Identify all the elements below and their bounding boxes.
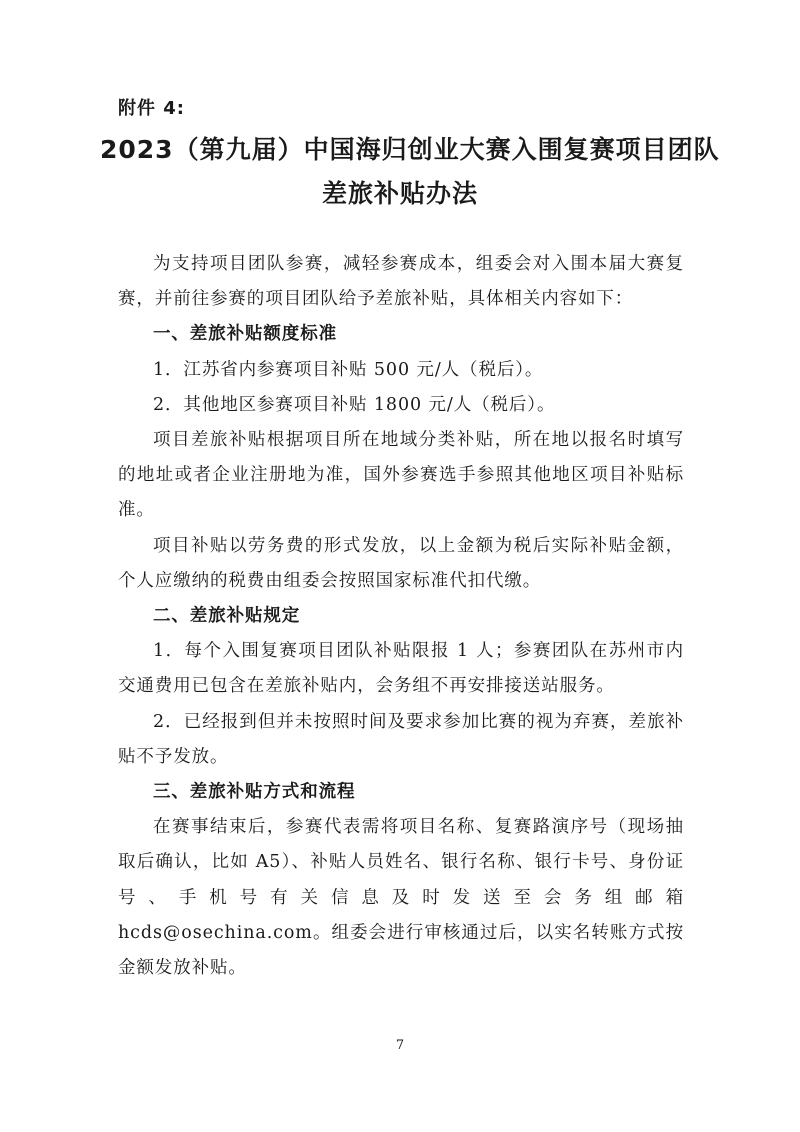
section-1-paragraph-1: 项目差旅补贴根据项目所在地域分类补贴，所在地以报名时填写的地址或者企业注册地为准，国外参赛选手参照其他地区项目补贴标准。	[118, 430, 684, 521]
document-title-line-2: 差旅补贴办法	[321, 179, 478, 208]
section-2-item-1: 1．每个入围复赛项目团队补贴限报 1 人；参赛团队在苏州市内交通费用已包含在差旅补贴内，会务组不再安排接送站服务。	[118, 641, 684, 697]
section-1-item-1: 1．江苏省内参赛项目补贴 500 元/人（税后）。	[153, 359, 544, 380]
section-2-item-2: 2．已经报到但并未按照时间及要求参加比赛的视为弃赛，差旅补贴不予发放。	[118, 711, 684, 767]
section-1-heading: 一、差旅补贴额度标准	[153, 324, 337, 345]
attachment-label: 附件 4:	[118, 98, 185, 119]
section-1-paragraph-2: 项目补贴以劳务费的形式发放，以上金额为税后实际补贴金额，个人应缴纳的税费由组委会按照国家标准代扣代缴。	[118, 535, 684, 591]
section-3-paragraph-1: 在赛事结束后，参赛代表需将项目名称、复赛路演序号（现场抽取后确认，比如 A5）、补贴人员姓名、银行名称、银行卡号、身份证号、手机号有关信息及时发送至会务组邮箱 hcds@osechina.com。组委会进行审核通过后，以实名转账方式按金额发放补贴。	[118, 817, 684, 979]
document-body	[118, 247, 684, 986]
section-3-heading: 三、差旅补贴方式和流程	[153, 782, 356, 803]
page-number: 7	[395, 1038, 405, 1053]
intro-paragraph: 为支持项目团队参赛，减轻参赛成本，组委会对入围本届大赛复赛，并前往参赛的项目团队给予差旅补贴，具体相关内容如下：	[118, 254, 684, 310]
section-2-heading: 二、差旅补贴规定	[153, 606, 301, 627]
document-title-line-1: 2023（第九届）中国海归创业大赛入围复赛项目团队	[100, 135, 720, 164]
section-1-item-2: 2．其他地区参赛项目补贴 1800 元/人（税后）。	[153, 394, 556, 415]
